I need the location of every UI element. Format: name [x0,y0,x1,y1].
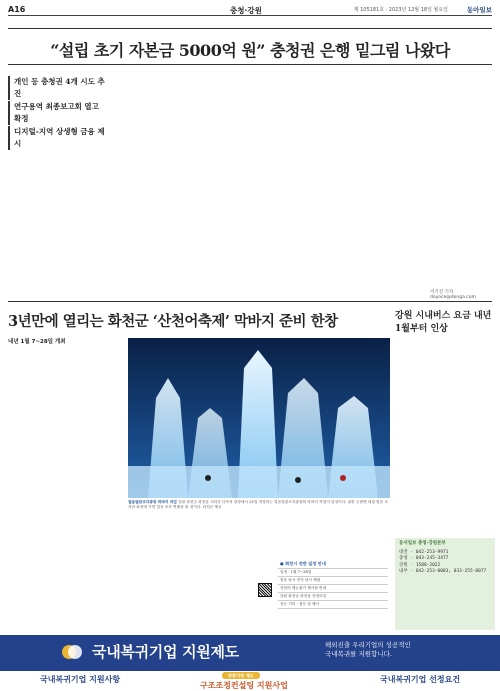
divider [8,301,492,302]
masthead [8,4,492,16]
ad-copy-line: 국내복귀를 지원합니다. [325,650,392,658]
contact-title: 동서일보 충청·강원본부 [399,541,446,546]
headline-bus-fare: 강원 시내버스 요금 내년 1월부터 인상 [395,311,492,334]
headline-bank: “설립 초기 자본금 5000억 원” 충청권 은행 밑그림 나왔다 [50,41,450,60]
advertisement[interactable] [0,635,500,691]
contact-box [395,538,495,630]
contact-line: 충청 · 043-245-3477 [399,556,449,562]
logo-icon [60,643,84,661]
newspaper-name: 동아일보 [466,6,492,14]
subheadline: 연구용역 최종보고회 열고 확정 [8,101,106,125]
ad-title: 국내복귀기업 지원제도 [92,643,239,661]
table-row: 선등 거리 · 점등 및 행사 [278,601,388,609]
table-header: ● 회천시 전반 일정 안내 [278,560,388,569]
divider [8,28,492,29]
ad-col-title: 국내복귀기업 지원사항 [40,675,121,684]
page-number: A16 [8,5,26,14]
ad-col-title: 국내복귀기업 선정요건 [380,675,461,684]
table-row: 산천어 맨손잡기 행사장 안내 [278,585,388,593]
article-body [112,76,204,296]
photo-caption [128,500,390,510]
article-body [406,76,492,282]
ad-copy-line: 해외진출 우리기업의 성공적인 [325,641,411,649]
article-body [128,518,254,626]
article-body [395,340,495,534]
subheadline: 개인 등 충청권 4개 시도 추진 [8,76,106,100]
subheadline: 내년 1월 7~28일 개최 [8,339,66,345]
ad-pill: 맞춤지원 제도 [222,672,260,679]
contact-line: 대전 · 042-253-9971 [399,549,449,555]
subheadline: 디지털-지역 상생형 금융 제시 [8,126,106,150]
article-body [8,347,122,627]
ad-copy [325,641,411,659]
table-row: 일정 · 1월 7~28일 [278,569,388,577]
festival-photo [128,338,390,498]
caption-text: 강원 화천군 화천읍 서화산 다목적 광장에서 22일 개장하는 얼음벌판조각광장의 막바지 작업이 한창이다. 광장 주변엔 대형 얼음 조각과 화천에 가면 얼음 조각 연출을 볼 것이다. 화천군 제공 [128,500,388,510]
contact-line: 강원 · 1588-2022 [399,562,441,568]
article-body [210,76,302,296]
article-body [308,76,400,296]
ad-col-title: 구조조정컨설팅 지원사업 [200,681,288,690]
qr-code[interactable] [258,583,272,597]
table-row: 강원 화천군 화천읍 산천어길 [278,593,388,601]
ad-banner [0,635,500,671]
section-title: 충청·강원 [230,6,262,15]
headline-festival: 3년만에 열리는 화천군 ‘산천어축제’ 막바지 준비 한창 [8,313,338,330]
byline: 이기진 기자 doyoce@donga.com [430,290,476,300]
divider [8,64,492,65]
table-row: 얼음 낚시·견지 낚시 체험 [278,577,388,585]
issue-date: 제 105181호 · 2023년 12월 18일 월요일 [353,7,448,13]
ice-sculpture-image [128,338,390,498]
info-table [278,560,388,609]
contact-line: 내부 · 042-253-0003, 033-255-8077 [399,569,487,575]
ad-columns [0,671,500,691]
article-body [8,122,106,296]
caption-label: 얼음벌판조각광장 막바지 작업 [128,500,177,504]
